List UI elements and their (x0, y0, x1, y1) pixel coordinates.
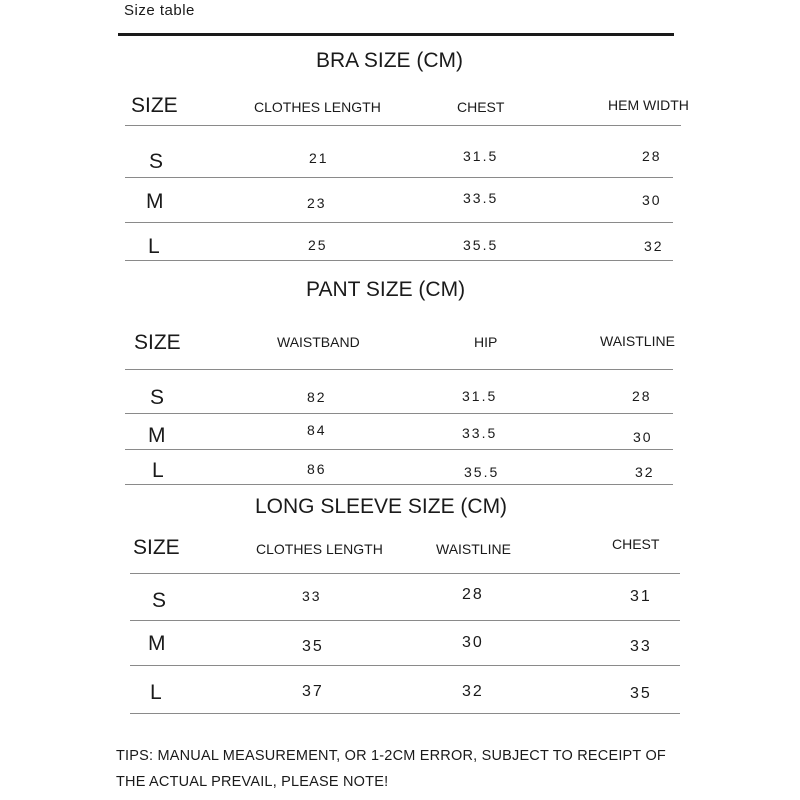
sleeve-table-bottom-rule (130, 713, 680, 714)
sleeve-cell-waistline: 32 (462, 683, 484, 700)
pant-table-title: PANT SIZE (CM) (306, 278, 466, 301)
bra-cell-clothes-length: 21 (309, 150, 329, 166)
pant-col-hip: HIP (474, 334, 498, 350)
bra-cell-hem-width: 30 (642, 192, 662, 208)
sleeve-size-header: SIZE (133, 536, 180, 559)
pant-row-size: M (148, 424, 166, 447)
bra-table-bottom-rule (125, 260, 673, 261)
pant-size-header: SIZE (134, 331, 181, 354)
bra-col-hem-width: HEM WIDTH (608, 97, 689, 113)
page-header-label: Size table (124, 2, 195, 19)
pant-col-waistline: WAISTLINE (600, 333, 675, 349)
bra-cell-clothes-length: 23 (307, 195, 327, 211)
sleeve-row-rule (130, 665, 680, 666)
bra-cell-hem-width: 28 (642, 148, 662, 164)
sleeve-col-chest: CHEST (612, 536, 660, 552)
sleeve-cell-chest: 35 (630, 685, 652, 702)
pant-row-size: S (150, 386, 165, 409)
sleeve-cell-chest: 31 (630, 588, 652, 605)
sleeve-cell-waistline: 30 (462, 634, 484, 651)
bra-row-rule (125, 222, 673, 223)
pant-table-bottom-rule (125, 484, 673, 485)
pant-col-waistband: WAISTBAND (277, 334, 360, 350)
bra-table-title: BRA SIZE (CM) (316, 49, 464, 72)
bra-cell-chest: 31.5 (463, 148, 499, 164)
pant-cell-waistband: 86 (307, 461, 327, 477)
bra-header-rule (125, 125, 681, 126)
tips-line-2: THE ACTUAL PREVAIL, PLEASE NOTE! (116, 774, 389, 790)
pant-cell-waistline: 28 (632, 388, 652, 404)
bra-col-clothes-length: CLOTHES LENGTH (254, 99, 381, 115)
sleeve-cell-waistline: 28 (462, 586, 484, 603)
sleeve-row-size: S (152, 589, 167, 612)
pant-cell-hip: 33.5 (462, 425, 498, 441)
pant-cell-waistband: 84 (307, 422, 327, 438)
bra-size-header: SIZE (131, 94, 178, 117)
sleeve-col-waistline: WAISTLINE (436, 541, 511, 557)
sleeve-table-title: LONG SLEEVE SIZE (CM) (255, 495, 508, 518)
sleeve-cell-chest: 33 (630, 638, 652, 655)
pant-row-size: L (152, 459, 164, 482)
bra-row-size: S (149, 150, 164, 173)
sleeve-cell-clothes-length: 33 (302, 588, 322, 604)
pant-cell-hip: 31.5 (462, 388, 498, 404)
bra-col-chest: CHEST (457, 99, 505, 115)
pant-cell-waistband: 82 (307, 389, 327, 405)
pant-row-rule (125, 413, 673, 414)
header-divider (118, 33, 674, 36)
bra-row-rule (125, 177, 673, 178)
sleeve-row-rule (130, 620, 680, 621)
pant-cell-waistline: 30 (633, 429, 653, 445)
pant-cell-waistline: 32 (635, 464, 655, 480)
bra-cell-chest: 33.5 (463, 190, 499, 206)
sleeve-row-size: L (150, 681, 162, 704)
tips-line-1: TIPS: MANUAL MEASUREMENT, OR 1-2CM ERROR, SUBJECT TO RECEIPT OF (116, 748, 666, 764)
bra-cell-clothes-length: 25 (308, 237, 328, 253)
sleeve-header-rule (130, 573, 680, 574)
sleeve-cell-clothes-length: 35 (302, 638, 324, 655)
pant-row-rule (125, 449, 673, 450)
bra-row-size: L (148, 235, 160, 258)
sleeve-cell-clothes-length: 37 (302, 683, 324, 700)
pant-header-rule (125, 369, 673, 370)
bra-row-size: M (146, 190, 164, 213)
bra-cell-chest: 35.5 (463, 237, 499, 253)
sleeve-row-size: M (148, 632, 166, 655)
bra-cell-hem-width: 32 (644, 238, 664, 254)
pant-cell-hip: 35.5 (464, 464, 500, 480)
sleeve-col-clothes-length: CLOTHES LENGTH (256, 541, 383, 557)
